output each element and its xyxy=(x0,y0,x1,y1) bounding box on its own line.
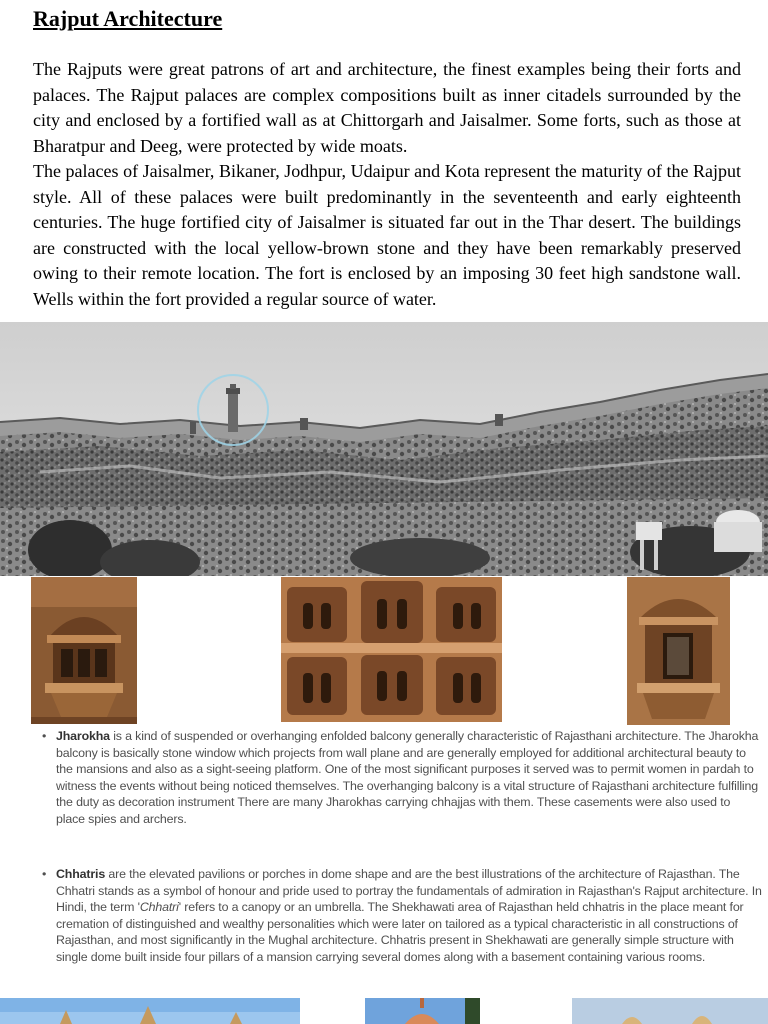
chhatris-description-part-2: ' refers to a canopy or an umbrella. The Shekhawati area of Rajasthan held chhatris in the place meant for cremation of distinguished and wealthy personalities which were later on tailored as a typical characteristic in all constructions of Rajasthan, and most significantly in the Mughal architecture. Chhatris present in Shekhawati are generally simple structure with single dome built inside four pillars of a mansion carrying several domes along with a basement containing various rooms. xyxy=(56,900,744,964)
bullet-jharokha-text xyxy=(56,728,762,827)
bullet-dot: • xyxy=(42,867,47,881)
paragraph-rajput-palaces: The palaces of Jaisalmer, Bikaner, Jodhpur, Udaipur and Kota represent the maturity of the Rajput style. All of these palaces were built predominantly in the seventeenth and early eighteenth centuries. The huge fortified city of Jaisalmer is situated far out in the Thar desert. The buildings are constructed with the local yellow-brown stone and they have been remarkably preserved owing to their remote location. The fort is enclosed by an imposing 30 feet high sandstone wall. Wells within the fort provided a regular source of water. xyxy=(33,161,741,309)
chhatri-photo-1 xyxy=(0,998,300,1024)
term-jharokha: Jharokha xyxy=(56,729,110,743)
chittorgarh-fort-photo xyxy=(0,322,768,576)
jharokha-photo-3 xyxy=(627,577,730,725)
bullet-chhatris-text xyxy=(56,866,762,965)
page-title: Rajput Architecture xyxy=(33,6,223,31)
jharokha-photo-2 xyxy=(281,577,502,722)
jharokha-photo-1 xyxy=(31,577,137,724)
paragraph-rajput-patrons: The Rajputs were great patrons of art and architecture, the finest examples being their forts and palaces. The Rajput palaces are complex compositions built as inner citadels surrounded by the city and enclosed by a fortified wall as at Chittorgarh and Jaisalmer. Some forts, such as those at Bharatpur and Deeg, were protected by wide moats. xyxy=(33,59,741,156)
chhatris-description-part-1: are the elevated pavilions or porches in dome shape and are the best illustrations of the architecture of Rajasthan. The Chhatri stands as a symbol of honour and pride used to portray the fundamentals of admiration in Rajasthan's Rajput architecture. In Hindi, the term ' xyxy=(56,867,762,914)
bullet-dot: • xyxy=(42,729,47,743)
chhatri-italic-word: Chhatri xyxy=(139,900,179,914)
chhatri-photo-3 xyxy=(572,998,768,1024)
chhatri-photo-2 xyxy=(365,998,480,1024)
jharokha-description: is a kind of suspended or overhanging enfolded balcony generally characteristic of Rajasthani architecture. The Jharokha balcony is basically stone window which projects from wall plane and are generally employed for additional architectural beauty to the mansions and also as a sight-seeing platform. One of the most significant purposes it served was to permit women in pardah to witness the events without being noticed themselves. The overhanging balcony is a vital structure of Rajasthani architecture fulfilling the duty as decoration instrument There are many Jharokhas carrying chhajjas with them. These casements were also used to place spies and archers. xyxy=(56,729,759,826)
term-chhatris: Chhatris xyxy=(56,867,106,881)
intro-text xyxy=(33,57,741,312)
